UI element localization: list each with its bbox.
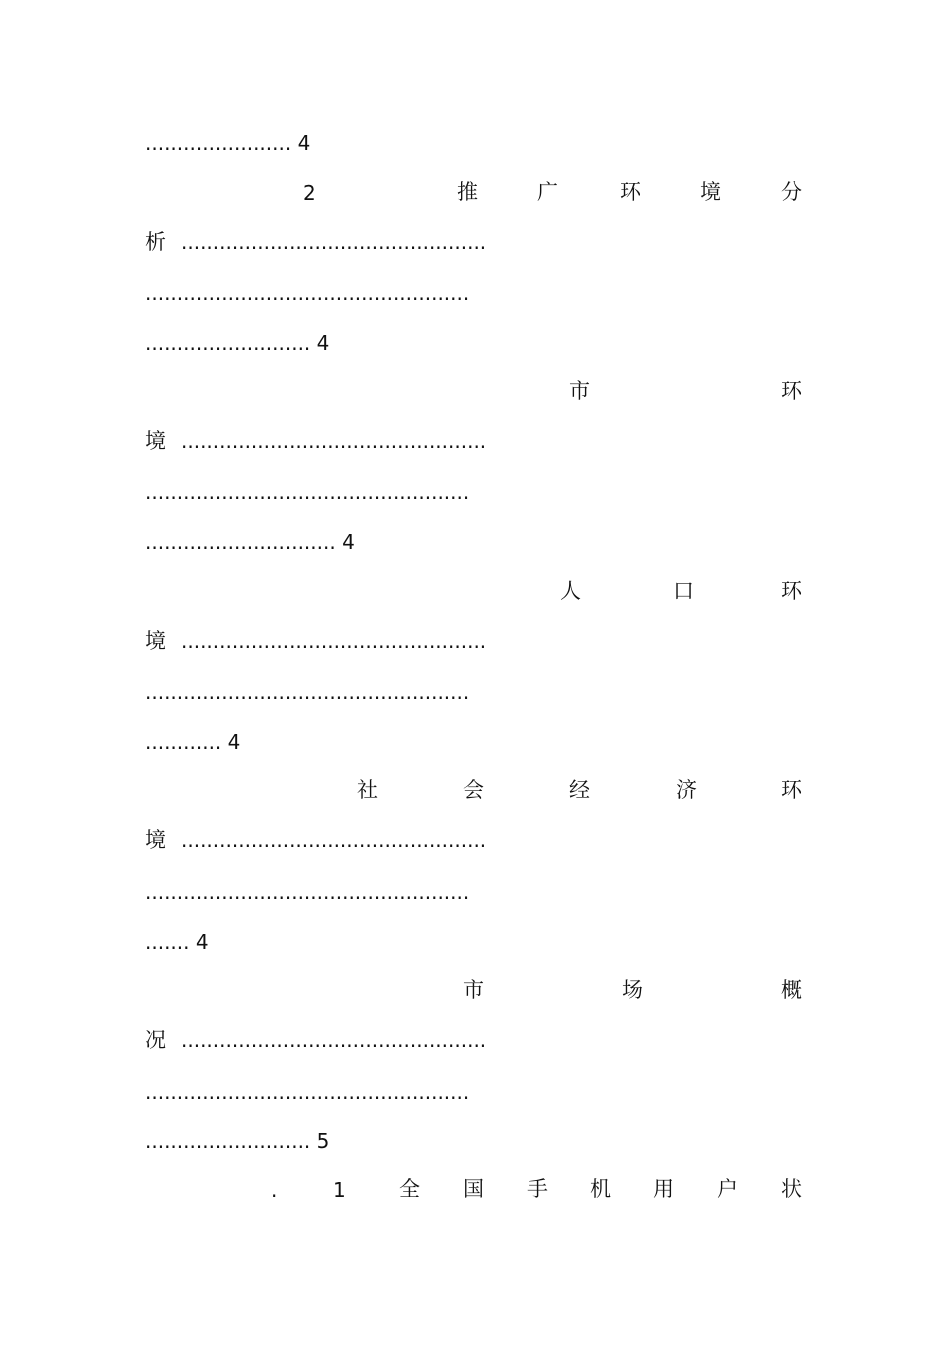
toc-char: 境	[700, 180, 721, 204]
toc-char: 济	[676, 778, 697, 802]
toc-char: 场	[622, 978, 643, 1002]
toc-char: 概	[781, 978, 802, 1002]
toc-char: 推	[457, 180, 478, 204]
toc-char: 手	[527, 1177, 548, 1201]
toc-wrap-char: 况	[145, 1028, 166, 1052]
toc-tail-3: ............ 4	[145, 730, 241, 754]
toc-char: 环	[620, 180, 641, 204]
toc-char: 口	[673, 579, 694, 603]
toc-char: 环	[781, 579, 802, 603]
toc-char: 全	[399, 1177, 420, 1201]
toc-tail-5: .......................... 5	[145, 1129, 330, 1153]
toc-wrap-char: 境	[145, 429, 166, 453]
toc-char: 环	[781, 379, 802, 403]
toc-char: 会	[463, 778, 484, 802]
toc-leader: ...................................................	[145, 480, 470, 504]
toc-char: 国	[463, 1177, 484, 1201]
toc-leader: ...................................................	[145, 880, 470, 904]
toc-char: 社	[357, 778, 378, 802]
toc-tail-2: .............................. 4	[145, 530, 355, 554]
toc-dot: .	[271, 1178, 278, 1202]
toc-char: 环	[781, 778, 802, 802]
toc-leader: ...................................................	[145, 1080, 470, 1104]
toc-wrap-char: 析	[145, 230, 166, 254]
toc-number-1: 2	[303, 181, 316, 205]
toc-leader: ...................................................	[145, 680, 470, 704]
toc-leader: ................................................	[181, 1028, 487, 1052]
toc-char: 分	[781, 180, 802, 204]
toc-leader: ................................................	[181, 629, 487, 653]
toc-leader: ................................................	[181, 230, 487, 254]
toc-char: 广	[537, 180, 558, 204]
toc-leader: ................................................	[181, 429, 487, 453]
toc-tail-4: ....... 4	[145, 930, 209, 954]
toc-char: 人	[560, 579, 581, 603]
toc-char: 户	[717, 1177, 738, 1201]
toc-char: 市	[569, 379, 590, 403]
toc-tail-0: ....................... 4	[145, 131, 311, 155]
toc-char: 机	[590, 1177, 611, 1201]
toc-leader: ...................................................	[145, 281, 470, 305]
toc-char: 用	[653, 1177, 674, 1201]
toc-char: 市	[463, 978, 484, 1002]
toc-leader: ................................................	[181, 828, 487, 852]
toc-wrap-char: 境	[145, 828, 166, 852]
toc-wrap-char: 境	[145, 629, 166, 653]
toc-number-6: 1	[333, 1178, 346, 1202]
toc-tail-1: .......................... 4	[145, 331, 330, 355]
toc-char: 状	[781, 1177, 802, 1201]
toc-char: 经	[569, 778, 590, 802]
